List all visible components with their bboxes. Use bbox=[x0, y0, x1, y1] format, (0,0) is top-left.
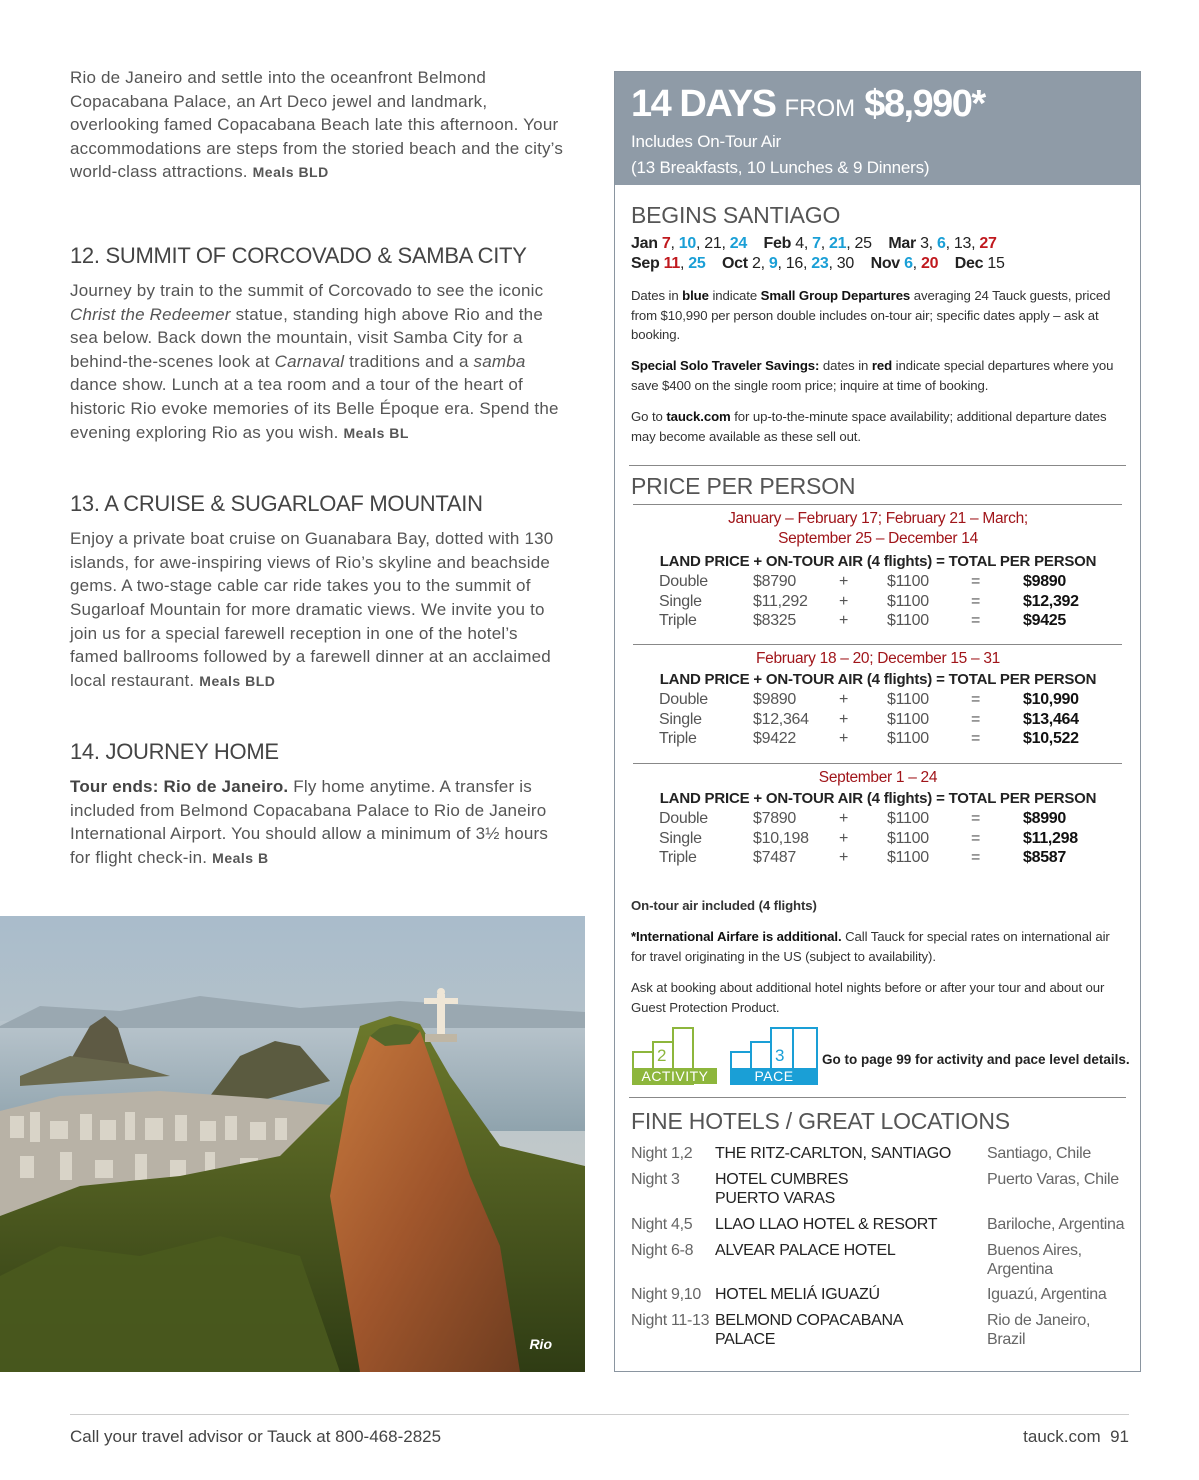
departure-dates-row-1: Jan 7, 10, 21, 24 Feb 4, 7, 21, 25 Mar 3, 6, 13, 27 bbox=[631, 235, 997, 252]
tour-info-panel: 14 DAYS FROM $8,990* Includes On-Tour Air (13 Breakfasts, 10 Lunches & 9 Dinners) BEGINS SANTIAGO Jan 7, 10, 21, 24 Feb 4, 7, 21, 25 Mar 3, 6, 13, 27 Sep 11, 25 Oct 2, 9, 16, 23, 30 Nov 6, 20 Dec 15 Dates in blue indicate Small Group Departures averaging 24 Tauck guests, priced from $10,990 per person double includes on-tour air; specific dates apply – ask at booking. Special Solo Traveler Savings: dates in red indicate special departures where you save $400 on the single room price; inquire at time of booking. Go to tauck.com for up-to-the-minute space availability; additional departure dates may become available as these sell out. PRICE PER PERSON January – February 17; February 21 – March; September 25 – December 14 LAND PRICE + ON-TOUR AIR (4 flights) = TOTAL PER PERSON Double $8790 + $1100 = $9890 Single $11,292 + $1100 = $12,392 Triple $8325 + $1100 = $9425 February 18 – 20; December 15 – 31 LAND PRICE + ON-TOUR AIR (4 flights) = TOTAL PER PERSON Double $9890 + $1100 = $10,990 Single $12,364 + $1100 = $13,464 Triple $9422 + $1100 = $10,522 September 1 – 24 LAND PRICE + ON-TOUR AIR (4 flights) = TOTAL PER PERSON Double $7890 + $1100 = $8990 Single $10,198 + $1100 = $11,298 Triple $7487 + $1100 = $8587 On-tour air included (4 flights) *International Airfare is additional. Call Tauck for special rates on international air for travel originating in the US (subject to availability). Ask at booking about additional hotel nights before or after your tour and about our Guest Protection Product. 2 ACTIVITY 3 PACE Go to page 99 for activity and pace level details. FINE HOTELS / GREAT LOCATIONS Night 1,2 THE RITZ-CARLTON, SANTIAGO Santiago, Chile Night 3 HOTEL CUMBRES PUERTO VARAS Puerto Varas, Chile Night 4,5 LLAO LLAO HOTEL & RESORT Bariloche, Argentina Night 6-8 ALVEAR PALACE HOTEL Buenos Aires, Argentina Night 9,10 HOTEL MELIÁ IGUAZÚ Iguazú, Argentina Night 11-13 BELMOND COPACABANA PALACE Rio de Janeiro, Brazil bbox=[614, 71, 1141, 1372]
price-row: Single $12,364 + $1100 = $13,464 bbox=[659, 710, 1079, 728]
day-13-title: 13. A CRUISE & SUGARLOAF MOUNTAIN bbox=[70, 491, 483, 517]
tauck-link[interactable]: tauck.com bbox=[666, 409, 731, 424]
meals-label: Meals BLD bbox=[252, 164, 329, 181]
price-row: Double $8790 + $1100 = $9890 bbox=[659, 573, 1066, 590]
day-12-text: traditions and a bbox=[344, 351, 474, 371]
international-airfare-note: *International Airfare is additional. Call Tauck for special rates on international air for travel originating in the US (subject to availability). bbox=[631, 929, 1110, 964]
air-included-note: On-tour air included (4 flights) bbox=[631, 898, 817, 913]
date-red: 27 bbox=[979, 235, 997, 252]
date: 15 bbox=[987, 255, 1005, 272]
date-blue: 6 bbox=[904, 255, 913, 272]
date: 30 bbox=[836, 255, 854, 272]
panel-header bbox=[615, 72, 1140, 185]
month-label: Feb bbox=[763, 235, 792, 252]
date: 13 bbox=[953, 235, 972, 252]
departure-dates-row-2: Sep 11, 25 Oct 2, 9, 16, 23, 30 Nov 6, 20 Dec 15 bbox=[631, 255, 1005, 272]
price-block bbox=[633, 649, 1123, 750]
date-blue: 21 bbox=[829, 235, 847, 252]
month-label: Sep bbox=[631, 255, 660, 272]
headline bbox=[631, 84, 1124, 129]
day-14-text: Fly home anytime. A transfer is included from Belmond Copacabana Palace to Rio de Janeiro International Airport. You should allow a minimum of 3½ hours for flight check-in. bbox=[70, 777, 549, 868]
headline-price: $8,990* bbox=[864, 83, 985, 125]
day-12-italic: Christ the Redeemer bbox=[70, 304, 231, 324]
price-row: Triple $9422 + $1100 = $10,522 bbox=[659, 730, 1079, 748]
day-12-paragraph bbox=[70, 279, 570, 445]
date: 4 bbox=[795, 235, 804, 252]
price-header: LAND PRICE + ON-TOUR AIR (4 flights) = TOTAL PER PERSON bbox=[659, 790, 1097, 807]
day-12-text: dance show. Lunch at a tea room and a tour of the heart of historic Rio evoke memories of its Belle Époque era. Spend the evening exploring Rio as you wish. bbox=[70, 375, 559, 442]
rio-photo bbox=[0, 916, 585, 1372]
date-red: 20 bbox=[920, 255, 939, 272]
day-12-italic: samba bbox=[473, 351, 526, 371]
begins-title: BEGINS SANTIAGO bbox=[631, 202, 841, 228]
itinerary-column bbox=[70, 66, 570, 871]
price-row: Triple $7487 + $1100 = $8587 bbox=[659, 849, 1066, 867]
page-number: 91 bbox=[1110, 1427, 1129, 1446]
month-label: Oct bbox=[722, 255, 748, 272]
price-block bbox=[633, 768, 1123, 869]
photo-caption: Rio bbox=[529, 1336, 552, 1352]
intro-text: Rio de Janeiro and settle into the oceanfront Belmond Copacabana Palace, an Art Deco jewel and landmark, overlooking famed Copacabana Beach late this afternoon. Your accommodations are steps from the storied beach and the city’s world-class attractions. bbox=[70, 68, 564, 182]
price-row: Single $11,292 + $1100 = $12,392 bbox=[659, 592, 1079, 610]
price-row: Single $10,198 + $1100 = $11,298 bbox=[659, 829, 1078, 847]
divider bbox=[633, 644, 1122, 645]
footer-right bbox=[1023, 1427, 1129, 1447]
footer-site-link[interactable]: tauck.com bbox=[1023, 1427, 1101, 1446]
meals-label: Meals BLD bbox=[199, 672, 276, 689]
meals-label: Meals BL bbox=[343, 424, 409, 441]
page-footer bbox=[70, 1414, 1129, 1446]
price-block bbox=[633, 509, 1123, 632]
month-label: Dec bbox=[954, 255, 984, 272]
price-row: Double $9890 + $1100 = $10,990 bbox=[659, 691, 1079, 708]
divider bbox=[629, 465, 1126, 466]
divider bbox=[633, 504, 1122, 505]
day-13-paragraph bbox=[70, 527, 570, 693]
meal-count: (13 Breakfasts, 10 Lunches & 9 Dinners) bbox=[631, 158, 930, 177]
meals-label: Meals B bbox=[212, 850, 269, 867]
price-period: February 18 – 20; December 15 – 31 bbox=[756, 650, 1000, 667]
availability-note: Go to tauck.com for up-to-the-minute space availability; additional departure dates may become available as these sell out. bbox=[631, 409, 1107, 444]
headline-days: 14 DAYS bbox=[631, 83, 776, 125]
footer-contact: Call your travel advisor or Tauck at 800-468-2825 bbox=[70, 1427, 442, 1446]
solo-traveler-note: Special Solo Traveler Savings: dates in red indicate special departures where you save $400 on the single room price; inquire at time of booking. bbox=[631, 358, 1114, 393]
month-label: Jan bbox=[631, 235, 658, 252]
price-period: September 1 – 24 bbox=[818, 769, 938, 786]
month-label: Nov bbox=[870, 255, 900, 272]
date-blue: 6 bbox=[936, 235, 946, 252]
date-red: 11 bbox=[663, 255, 680, 272]
pace-level-number: 3 bbox=[775, 1046, 785, 1065]
activity-label: ACTIVITY bbox=[641, 1068, 709, 1084]
date: 2 bbox=[751, 255, 761, 272]
pace-note: Go to page 99 for activity and pace level details. bbox=[822, 1052, 1130, 1067]
date: 21 bbox=[704, 235, 722, 252]
date-red: 7 bbox=[661, 235, 671, 252]
headline-from: FROM bbox=[784, 95, 856, 122]
date-blue: 23 bbox=[811, 255, 829, 272]
price-title: PRICE PER PERSON bbox=[631, 473, 856, 499]
month-label: Mar bbox=[888, 235, 916, 252]
pace-label: PACE bbox=[754, 1068, 794, 1084]
price-header: LAND PRICE + ON-TOUR AIR (4 flights) = TOTAL PER PERSON bbox=[659, 671, 1097, 688]
price-period: September 25 – December 14 bbox=[778, 530, 978, 547]
day-12-text: statue, standing high above Rio and the sea below. Back down the mountain, visit Samba City for a behind-the-scenes look at bbox=[70, 304, 543, 371]
activity-level-number: 2 bbox=[657, 1046, 667, 1065]
price-header: LAND PRICE + ON-TOUR AIR (4 flights) = TOTAL PER PERSON bbox=[659, 553, 1097, 570]
day-14-paragraph bbox=[70, 775, 570, 870]
hotels-title: FINE HOTELS / GREAT LOCATIONS bbox=[631, 1108, 1010, 1134]
date: 16 bbox=[785, 255, 803, 272]
date-blue: 7 bbox=[812, 235, 821, 252]
date-blue: 10 bbox=[678, 235, 696, 252]
price-row: Double $7890 + $1100 = $8990 bbox=[659, 810, 1066, 827]
date-blue: 25 bbox=[688, 255, 706, 272]
day-13-text: Enjoy a private boat cruise on Guanabara Bay, dotted with 130 islands, for awe-inspiring views of Rio’s skyline and beachside gems. A two-stage cable car ride takes you to the summit of Sugarloaf Mountain for more dramatic views. We invite you to join us for a special farewell reception in one of the hotel’s famed ballrooms followed by a farewell dinner at an acclaimed local restaurant. bbox=[70, 529, 554, 690]
extra-nights-note: Ask at booking about additional hotel nights before or after your tour and about our Guest Protection Product. bbox=[631, 980, 1105, 1015]
small-group-note: Dates in blue indicate Small Group Departures averaging 24 Tauck guests, priced from $10,990 per person double includes on-tour air; specific dates apply – ask at booking. bbox=[631, 288, 1111, 342]
date: 25 bbox=[854, 235, 872, 252]
date-blue: 9 bbox=[768, 255, 778, 272]
includes-air: Includes On-Tour Air bbox=[631, 132, 782, 151]
day-14-lead: Tour ends: Rio de Janeiro. bbox=[70, 777, 289, 797]
date-blue: 24 bbox=[729, 235, 747, 252]
price-row: Triple $8325 + $1100 = $9425 bbox=[659, 612, 1066, 630]
day-12-text: Journey by train to the summit of Corcovado to see the iconic bbox=[70, 280, 544, 300]
intro-paragraph bbox=[70, 66, 570, 185]
divider bbox=[633, 763, 1122, 764]
day-12-title: 12. SUMMIT OF CORCOVADO & SAMBA CITY bbox=[70, 242, 527, 268]
price-period: January – February 17; February 21 – March; bbox=[728, 510, 1028, 527]
date: 3 bbox=[920, 235, 929, 252]
rio-landscape-image bbox=[0, 916, 585, 1372]
day-14-title: 14. JOURNEY HOME bbox=[70, 739, 279, 765]
day-12-italic: Carnaval bbox=[274, 351, 345, 371]
divider bbox=[629, 1097, 1126, 1098]
